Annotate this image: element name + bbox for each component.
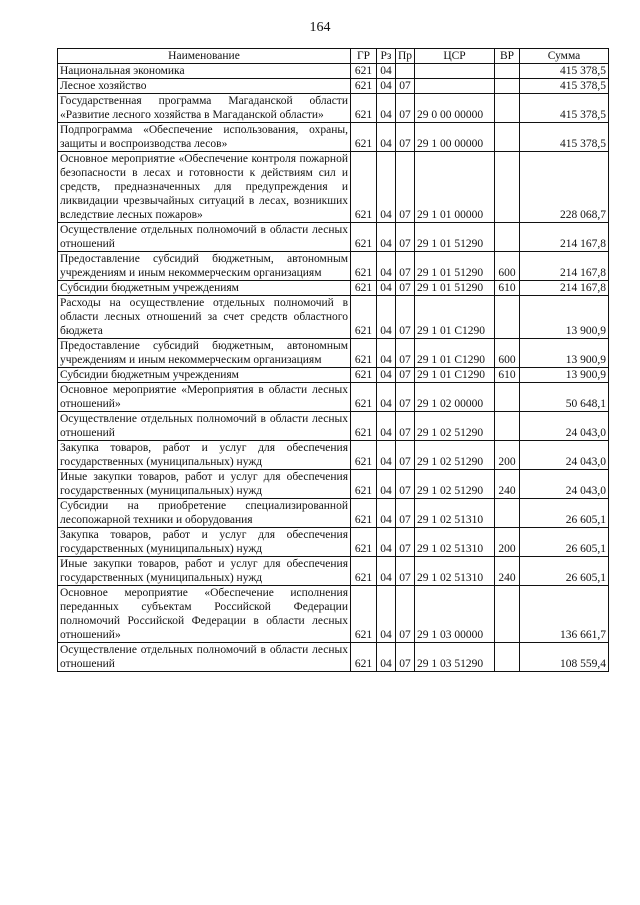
cell-rz: 04	[377, 94, 396, 123]
cell-name: Осуществление отдельных полномочий в области лесных отношений	[58, 412, 351, 441]
cell-rz: 04	[377, 528, 396, 557]
column-header-csr: ЦСР	[415, 49, 495, 64]
cell-gr: 621	[351, 94, 377, 123]
cell-name: Осуществление отдельных полномочий в области лесных отношений	[58, 643, 351, 672]
cell-vr	[495, 79, 520, 94]
cell-csr: 29 1 00 00000	[415, 123, 495, 152]
cell-csr: 29 1 01 51290	[415, 223, 495, 252]
cell-gr: 621	[351, 441, 377, 470]
cell-name: Государственная программа Магаданской области «Развитие лесного хозяйства в Магаданской области»	[58, 94, 351, 123]
column-header-rz: Рз	[377, 49, 396, 64]
cell-gr: 621	[351, 557, 377, 586]
cell-pr: 07	[396, 586, 415, 643]
cell-csr	[415, 79, 495, 94]
cell-vr	[495, 586, 520, 643]
cell-gr: 621	[351, 252, 377, 281]
cell-vr	[495, 64, 520, 79]
table-row	[58, 79, 609, 94]
cell-csr: 29 1 02 51310	[415, 557, 495, 586]
cell-sum: 13 900,9	[520, 296, 609, 339]
cell-gr: 621	[351, 64, 377, 79]
cell-pr: 07	[396, 383, 415, 412]
table-row	[58, 64, 609, 79]
cell-sum: 228 068,7	[520, 152, 609, 223]
cell-rz: 04	[377, 281, 396, 296]
cell-vr: 600	[495, 339, 520, 368]
cell-gr: 621	[351, 383, 377, 412]
cell-csr: 29 1 02 51290	[415, 470, 495, 499]
table-row	[58, 339, 609, 368]
table-row	[58, 441, 609, 470]
cell-name: Иные закупки товаров, работ и услуг для обеспечения государственных (муниципальных) нужд	[58, 557, 351, 586]
cell-gr: 621	[351, 499, 377, 528]
cell-gr: 621	[351, 296, 377, 339]
cell-csr: 29 1 01 С1290	[415, 368, 495, 383]
column-header-vr: ВР	[495, 49, 520, 64]
cell-csr: 29 1 02 51290	[415, 441, 495, 470]
cell-csr	[415, 64, 495, 79]
cell-sum: 13 900,9	[520, 339, 609, 368]
cell-sum: 24 043,0	[520, 441, 609, 470]
cell-pr	[396, 64, 415, 79]
table-row	[58, 528, 609, 557]
cell-sum: 24 043,0	[520, 470, 609, 499]
column-header-gr: ГР	[351, 49, 377, 64]
table-row	[58, 94, 609, 123]
table-row	[58, 383, 609, 412]
cell-name: Осуществление отдельных полномочий в области лесных отношений	[58, 223, 351, 252]
cell-sum: 415 378,5	[520, 79, 609, 94]
table-row	[58, 412, 609, 441]
cell-sum: 26 605,1	[520, 557, 609, 586]
cell-rz: 04	[377, 123, 396, 152]
page-number: 164	[309, 20, 331, 35]
cell-name: Предоставление субсидий бюджетным, автономным учреждениям и иным некоммерческим организациям	[58, 252, 351, 281]
cell-vr	[495, 223, 520, 252]
cell-name: Закупка товаров, работ и услуг для обеспечения государственных (муниципальных) нужд	[58, 441, 351, 470]
cell-sum: 108 559,4	[520, 643, 609, 672]
cell-gr: 621	[351, 528, 377, 557]
column-header-name: Наименование	[58, 49, 351, 64]
cell-pr: 07	[396, 152, 415, 223]
table-row	[58, 252, 609, 281]
table-row	[58, 643, 609, 672]
cell-name: Закупка товаров, работ и услуг для обеспечения государственных (муниципальных) нужд	[58, 528, 351, 557]
cell-rz: 04	[377, 470, 396, 499]
cell-sum: 13 900,9	[520, 368, 609, 383]
cell-csr: 29 1 01 51290	[415, 281, 495, 296]
cell-gr: 621	[351, 223, 377, 252]
cell-rz: 04	[377, 368, 396, 383]
cell-pr: 07	[396, 470, 415, 499]
cell-vr	[495, 152, 520, 223]
cell-vr	[495, 643, 520, 672]
cell-csr: 29 1 02 00000	[415, 383, 495, 412]
cell-sum: 26 605,1	[520, 499, 609, 528]
table-row	[58, 152, 609, 223]
table-row	[58, 368, 609, 383]
cell-gr: 621	[351, 79, 377, 94]
cell-vr	[495, 94, 520, 123]
cell-rz: 04	[377, 441, 396, 470]
cell-vr	[495, 383, 520, 412]
budget-table	[57, 48, 609, 672]
cell-rz: 04	[377, 296, 396, 339]
cell-pr: 07	[396, 528, 415, 557]
cell-vr: 200	[495, 441, 520, 470]
cell-gr: 621	[351, 281, 377, 296]
cell-vr: 240	[495, 470, 520, 499]
cell-csr: 29 1 01 00000	[415, 152, 495, 223]
cell-pr: 07	[396, 281, 415, 296]
cell-rz: 04	[377, 643, 396, 672]
cell-vr	[495, 296, 520, 339]
cell-name: Основное мероприятие «Мероприятия в области лесных отношений»	[58, 383, 351, 412]
cell-rz: 04	[377, 557, 396, 586]
cell-csr: 29 1 02 51310	[415, 499, 495, 528]
cell-pr: 07	[396, 557, 415, 586]
cell-sum: 26 605,1	[520, 528, 609, 557]
cell-csr: 29 1 03 51290	[415, 643, 495, 672]
cell-name: Предоставление субсидий бюджетным, автономным учреждениям и иным некоммерческим организациям	[58, 339, 351, 368]
cell-name: Лесное хозяйство	[58, 79, 351, 94]
cell-gr: 621	[351, 368, 377, 383]
table-row	[58, 296, 609, 339]
cell-name: Основное мероприятие «Обеспечение исполнения переданных субъектам Российской Федерации полномочий Российской Федерации в области лесных отношений»	[58, 586, 351, 643]
cell-rz: 04	[377, 64, 396, 79]
cell-sum: 136 661,7	[520, 586, 609, 643]
cell-csr: 29 1 02 51310	[415, 528, 495, 557]
table-body	[58, 64, 609, 672]
cell-sum: 415 378,5	[520, 94, 609, 123]
cell-rz: 04	[377, 152, 396, 223]
cell-pr: 07	[396, 252, 415, 281]
cell-csr: 29 1 01 51290	[415, 252, 495, 281]
cell-vr: 200	[495, 528, 520, 557]
cell-pr: 07	[396, 441, 415, 470]
table-row	[58, 557, 609, 586]
cell-pr: 07	[396, 94, 415, 123]
cell-pr: 07	[396, 79, 415, 94]
cell-csr: 29 1 03 00000	[415, 586, 495, 643]
cell-name: Основное мероприятие «Обеспечение контроля пожарной безопасности в лесах и готовности к действиям сил и средств, предназначенных для предупреждения и ликвидации чрезвычайных ситуаций в лесах, возникших вследствие лесных пожаров»	[58, 152, 351, 223]
cell-csr: 29 1 01 С1290	[415, 339, 495, 368]
cell-rz: 04	[377, 252, 396, 281]
cell-name: Расходы на осуществление отдельных полномочий в области лесных отношений за счет средств областного бюджета	[58, 296, 351, 339]
cell-sum: 214 167,8	[520, 252, 609, 281]
cell-csr: 29 0 00 00000	[415, 94, 495, 123]
cell-vr: 240	[495, 557, 520, 586]
column-header-sum: Сумма	[520, 49, 609, 64]
table-row	[58, 223, 609, 252]
cell-gr: 621	[351, 470, 377, 499]
table-row	[58, 281, 609, 296]
cell-name: Подпрограмма «Обеспечение использования, охраны, защиты и воспроизводства лесов»	[58, 123, 351, 152]
cell-rz: 04	[377, 499, 396, 528]
cell-rz: 04	[377, 383, 396, 412]
cell-name: Субсидии бюджетным учреждениям	[58, 368, 351, 383]
cell-gr: 621	[351, 412, 377, 441]
cell-vr: 610	[495, 281, 520, 296]
cell-name: Субсидии на приобретение специализированной лесопожарной техники и оборудования	[58, 499, 351, 528]
cell-gr: 621	[351, 123, 377, 152]
table-header-row	[58, 49, 609, 64]
cell-sum: 214 167,8	[520, 223, 609, 252]
cell-rz: 04	[377, 339, 396, 368]
cell-vr: 600	[495, 252, 520, 281]
cell-gr: 621	[351, 586, 377, 643]
cell-name: Иные закупки товаров, работ и услуг для обеспечения государственных (муниципальных) нужд	[58, 470, 351, 499]
cell-gr: 621	[351, 339, 377, 368]
cell-name: Национальная экономика	[58, 64, 351, 79]
cell-vr	[495, 123, 520, 152]
cell-pr: 07	[396, 412, 415, 441]
cell-pr: 07	[396, 499, 415, 528]
table-row	[58, 123, 609, 152]
cell-sum: 415 378,5	[520, 123, 609, 152]
cell-vr: 610	[495, 368, 520, 383]
cell-sum: 24 043,0	[520, 412, 609, 441]
cell-csr: 29 1 01 С1290	[415, 296, 495, 339]
cell-pr: 07	[396, 223, 415, 252]
cell-pr: 07	[396, 339, 415, 368]
cell-csr: 29 1 02 51290	[415, 412, 495, 441]
cell-name: Субсидии бюджетным учреждениям	[58, 281, 351, 296]
table-row	[58, 470, 609, 499]
cell-pr: 07	[396, 643, 415, 672]
cell-rz: 04	[377, 586, 396, 643]
table-row	[58, 586, 609, 643]
cell-rz: 04	[377, 223, 396, 252]
cell-gr: 621	[351, 643, 377, 672]
cell-sum: 415 378,5	[520, 64, 609, 79]
table-row	[58, 499, 609, 528]
cell-rz: 04	[377, 412, 396, 441]
cell-vr	[495, 412, 520, 441]
cell-pr: 07	[396, 296, 415, 339]
cell-pr: 07	[396, 368, 415, 383]
cell-pr: 07	[396, 123, 415, 152]
cell-vr	[495, 499, 520, 528]
column-header-pr: Пр	[396, 49, 415, 64]
cell-sum: 214 167,8	[520, 281, 609, 296]
cell-sum: 50 648,1	[520, 383, 609, 412]
cell-rz: 04	[377, 79, 396, 94]
cell-gr: 621	[351, 152, 377, 223]
